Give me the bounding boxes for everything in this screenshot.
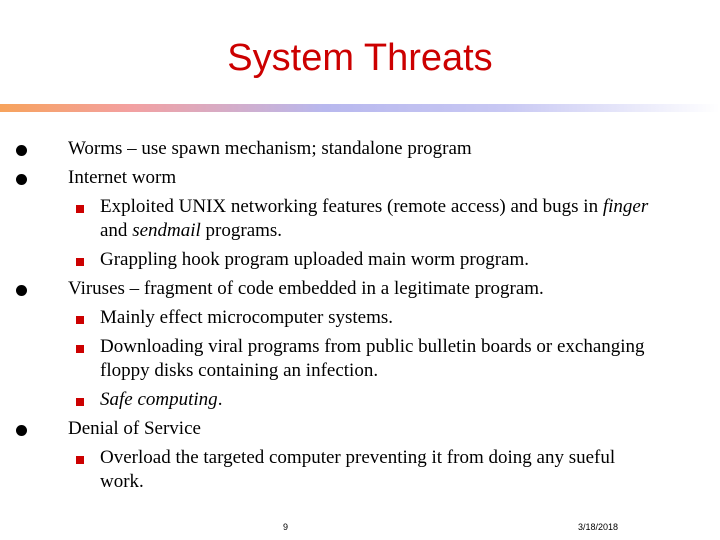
sub-bullet-microcomputer (100, 306, 393, 330)
sub-bullet-safe-computing (100, 388, 222, 412)
sub-bullet-downloading-continued (100, 359, 378, 383)
sub-bullet-downloading (100, 335, 645, 359)
sub-bullet-text: Exploited UNIX networking features (remote access) and bugs in (100, 196, 603, 217)
square-bullet-icon (76, 345, 84, 353)
bullet-dot-icon (16, 145, 27, 156)
sub-bullet-grappling (100, 248, 529, 272)
bullet-text: Viruses – fragment of code embedded in a legitimate program. (68, 278, 544, 299)
sub-bullet-text: programs. (200, 220, 283, 241)
title-underline (0, 104, 720, 112)
sub-bullet-text: and (100, 220, 133, 241)
page-title: System Threats (227, 37, 493, 79)
sub-bullet-exploited (100, 195, 648, 219)
bullet-dot-icon (16, 285, 27, 296)
square-bullet-icon (76, 316, 84, 324)
bullet-internet-worm (68, 166, 176, 190)
bullet-denial-of-service (68, 417, 201, 441)
bullet-text: Internet worm (68, 167, 177, 188)
sub-bullet-overload (100, 446, 615, 470)
bullet-worms (68, 137, 472, 161)
sub-bullet-italic: Safe computing (100, 389, 218, 410)
square-bullet-icon (76, 205, 84, 213)
sub-bullet-overload-continued (100, 470, 144, 494)
bullet-viruses (68, 277, 544, 301)
bullet-dot-icon (16, 174, 27, 185)
slide-date: 3/18/2018 (578, 522, 619, 532)
sub-bullet-text: Grappling hook program uploaded main worm program. (100, 249, 529, 270)
sub-bullet-text: Downloading viral programs from public bulletin boards or exchanging (100, 336, 645, 357)
sub-bullet-text: Mainly effect microcomputer systems. (100, 307, 394, 328)
square-bullet-icon (76, 456, 84, 464)
square-bullet-icon (76, 258, 84, 266)
sub-bullet-text: work. (100, 471, 144, 492)
sub-bullet-exploited-continued (100, 219, 282, 243)
sub-bullet-text: floppy disks containing an infection. (100, 360, 379, 381)
sub-bullet-italic: sendmail (132, 220, 201, 241)
bullet-dot-icon (16, 425, 27, 436)
sub-bullet-text: . (217, 389, 223, 410)
square-bullet-icon (76, 398, 84, 406)
bullet-text: Denial of Service (68, 418, 201, 439)
bullet-text: Worms – use spawn mechanism; standalone program (68, 138, 472, 159)
sub-bullet-italic: finger (602, 196, 649, 217)
sub-bullet-text: Overload the targeted computer preventing it from doing any sueful (100, 447, 616, 468)
page-number: 9 (283, 522, 289, 532)
